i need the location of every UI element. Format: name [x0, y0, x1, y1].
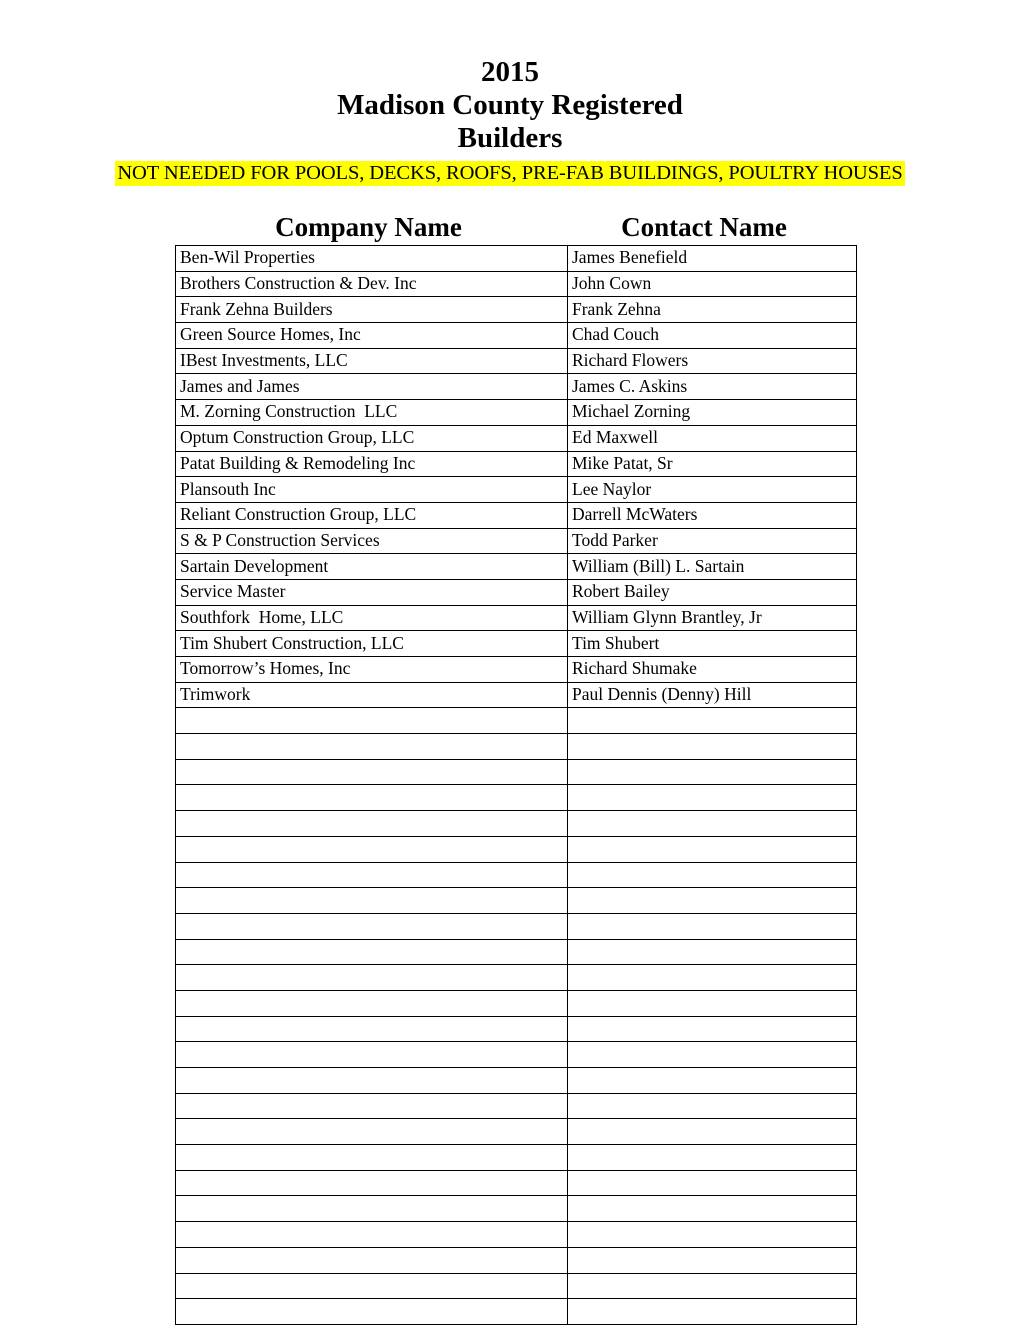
table-row-empty [176, 939, 857, 965]
cell-contact-name: Robert Bailey [568, 579, 857, 605]
table-row [176, 477, 857, 503]
cell-company-name-empty [176, 1222, 568, 1248]
cell-contact-name-empty [568, 888, 857, 914]
cell-contact-name: Michael Zorning [568, 400, 857, 426]
table-row-empty [176, 811, 857, 837]
table-row [176, 605, 857, 631]
table-row-empty [176, 1247, 857, 1273]
cell-contact-name-empty [568, 1093, 857, 1119]
cell-company-name: Green Source Homes, Inc [176, 323, 568, 349]
table-row [176, 374, 857, 400]
cell-contact-name-empty [568, 913, 857, 939]
cell-contact-name-empty [568, 734, 857, 760]
cell-company-name-empty [176, 939, 568, 965]
cell-company-name-empty [176, 913, 568, 939]
notice-text: NOT NEEDED FOR POOLS, DECKS, ROOFS, PRE-FAB BUILDINGS, POULTRY HOUSES [117, 162, 903, 184]
cell-contact-name-empty [568, 1299, 857, 1325]
table-row [176, 425, 857, 451]
cell-company-name: Sartain Development [176, 554, 568, 580]
cell-contact-name-empty [568, 1016, 857, 1042]
cell-company-name-empty [176, 1247, 568, 1273]
cell-company-name-empty [176, 708, 568, 734]
table-row [176, 579, 857, 605]
cell-contact-name: James C. Askins [568, 374, 857, 400]
cell-company-name-empty [176, 1299, 568, 1325]
cell-company-name-empty [176, 836, 568, 862]
table-row-empty [176, 785, 857, 811]
cell-contact-name: Todd Parker [568, 528, 857, 554]
table-row-empty [176, 1170, 857, 1196]
cell-contact-name: Paul Dennis (Denny) Hill [568, 682, 857, 708]
title-line-builders: Builders [457, 122, 563, 154]
cell-company-name-empty [176, 1170, 568, 1196]
registered-builders-table [175, 245, 857, 1325]
table-row-empty [176, 913, 857, 939]
table-row-empty [176, 708, 857, 734]
table-row [176, 657, 857, 683]
cell-company-name: Service Master [176, 579, 568, 605]
cell-contact-name-empty [568, 1196, 857, 1222]
table-row [176, 297, 857, 323]
table-row-empty [176, 1196, 857, 1222]
cell-contact-name-empty [568, 1042, 857, 1068]
table-row-empty [176, 1068, 857, 1094]
cell-contact-name-empty [568, 939, 857, 965]
cell-contact-name: Frank Zehna [568, 297, 857, 323]
cell-company-name: M. Zorning Construction LLC [176, 400, 568, 426]
cell-company-name: Brothers Construction & Dev. Inc [176, 271, 568, 297]
cell-company-name-empty [176, 1196, 568, 1222]
cell-company-name-empty [176, 1093, 568, 1119]
cell-contact-name: James Benefield [568, 246, 857, 272]
cell-contact-name: Tim Shubert [568, 631, 857, 657]
cell-company-name-empty [176, 1145, 568, 1171]
cell-company-name: Tomorrow’s Homes, Inc [176, 657, 568, 683]
table-row-empty [176, 759, 857, 785]
cell-contact-name: Mike Patat, Sr [568, 451, 857, 477]
table-row-empty [176, 1119, 857, 1145]
cell-company-name-empty [176, 1273, 568, 1299]
cell-contact-name: Chad Couch [568, 323, 857, 349]
table-row [176, 682, 857, 708]
cell-contact-name-empty [568, 1170, 857, 1196]
table-row-empty [176, 1093, 857, 1119]
cell-company-name-empty [176, 811, 568, 837]
table-body [176, 246, 857, 1325]
table-column-headings [175, 211, 846, 245]
cell-contact-name-empty [568, 811, 857, 837]
table-row-empty [176, 888, 857, 914]
cell-company-name-empty [176, 734, 568, 760]
cell-company-name-empty [176, 965, 568, 991]
cell-company-name: Frank Zehna Builders [176, 297, 568, 323]
cell-contact-name-empty [568, 1273, 857, 1299]
cell-contact-name-empty [568, 965, 857, 991]
title-line-year: 2015 [481, 56, 539, 88]
column-heading-contact-name: Contact Name [621, 212, 787, 242]
title-line-county: Madison County Registered [337, 89, 683, 121]
cell-company-name-empty [176, 759, 568, 785]
cell-contact-name-empty [568, 785, 857, 811]
cell-company-name: Tim Shubert Construction, LLC [176, 631, 568, 657]
table-row [176, 554, 857, 580]
table-row-empty [176, 1273, 857, 1299]
table-row-empty [176, 1016, 857, 1042]
cell-company-name: Reliant Construction Group, LLC [176, 502, 568, 528]
table-row-empty [176, 1042, 857, 1068]
table-row-empty [176, 990, 857, 1016]
cell-contact-name: Richard Flowers [568, 348, 857, 374]
cell-company-name-empty [176, 1068, 568, 1094]
cell-company-name: Optum Construction Group, LLC [176, 425, 568, 451]
cell-company-name-empty [176, 990, 568, 1016]
cell-contact-name-empty [568, 836, 857, 862]
column-heading-company-name: Company Name [275, 212, 462, 242]
cell-contact-name-empty [568, 759, 857, 785]
table-row-empty [176, 1299, 857, 1325]
table-row [176, 451, 857, 477]
table-row [176, 271, 857, 297]
table-row [176, 631, 857, 657]
table-row [176, 400, 857, 426]
cell-contact-name-empty [568, 1145, 857, 1171]
table-row [176, 528, 857, 554]
cell-company-name: S & P Construction Services [176, 528, 568, 554]
cell-company-name-empty [176, 1119, 568, 1145]
cell-company-name-empty [176, 888, 568, 914]
cell-company-name-empty [176, 1016, 568, 1042]
cell-contact-name: Lee Naylor [568, 477, 857, 503]
cell-contact-name: Ed Maxwell [568, 425, 857, 451]
cell-contact-name: Richard Shumake [568, 657, 857, 683]
table-row-empty [176, 1145, 857, 1171]
cell-company-name: Ben-Wil Properties [176, 246, 568, 272]
cell-company-name: Southfork Home, LLC [176, 605, 568, 631]
notice-banner [0, 161, 1020, 186]
cell-company-name: Patat Building & Remodeling Inc [176, 451, 568, 477]
cell-company-name: Trimwork [176, 682, 568, 708]
table-row [176, 502, 857, 528]
cell-contact-name-empty [568, 1247, 857, 1273]
cell-contact-name-empty [568, 708, 857, 734]
cell-contact-name: William Glynn Brantley, Jr [568, 605, 857, 631]
cell-contact-name-empty [568, 1222, 857, 1248]
table-row [176, 348, 857, 374]
table-row-empty [176, 734, 857, 760]
table-row-empty [176, 965, 857, 991]
cell-contact-name-empty [568, 990, 857, 1016]
table-row-empty [176, 836, 857, 862]
cell-company-name: James and James [176, 374, 568, 400]
cell-company-name-empty [176, 862, 568, 888]
cell-contact-name: William (Bill) L. Sartain [568, 554, 857, 580]
cell-company-name-empty [176, 1042, 568, 1068]
cell-contact-name: Darrell McWaters [568, 502, 857, 528]
document-title-block [0, 56, 1020, 155]
table-row-empty [176, 1222, 857, 1248]
table-row [176, 246, 857, 272]
cell-contact-name: John Cown [568, 271, 857, 297]
cell-company-name: Plansouth Inc [176, 477, 568, 503]
cell-contact-name-empty [568, 1068, 857, 1094]
table-row-empty [176, 862, 857, 888]
cell-contact-name-empty [568, 1119, 857, 1145]
cell-company-name: IBest Investments, LLC [176, 348, 568, 374]
cell-contact-name-empty [568, 862, 857, 888]
table-row [176, 323, 857, 349]
cell-company-name-empty [176, 785, 568, 811]
